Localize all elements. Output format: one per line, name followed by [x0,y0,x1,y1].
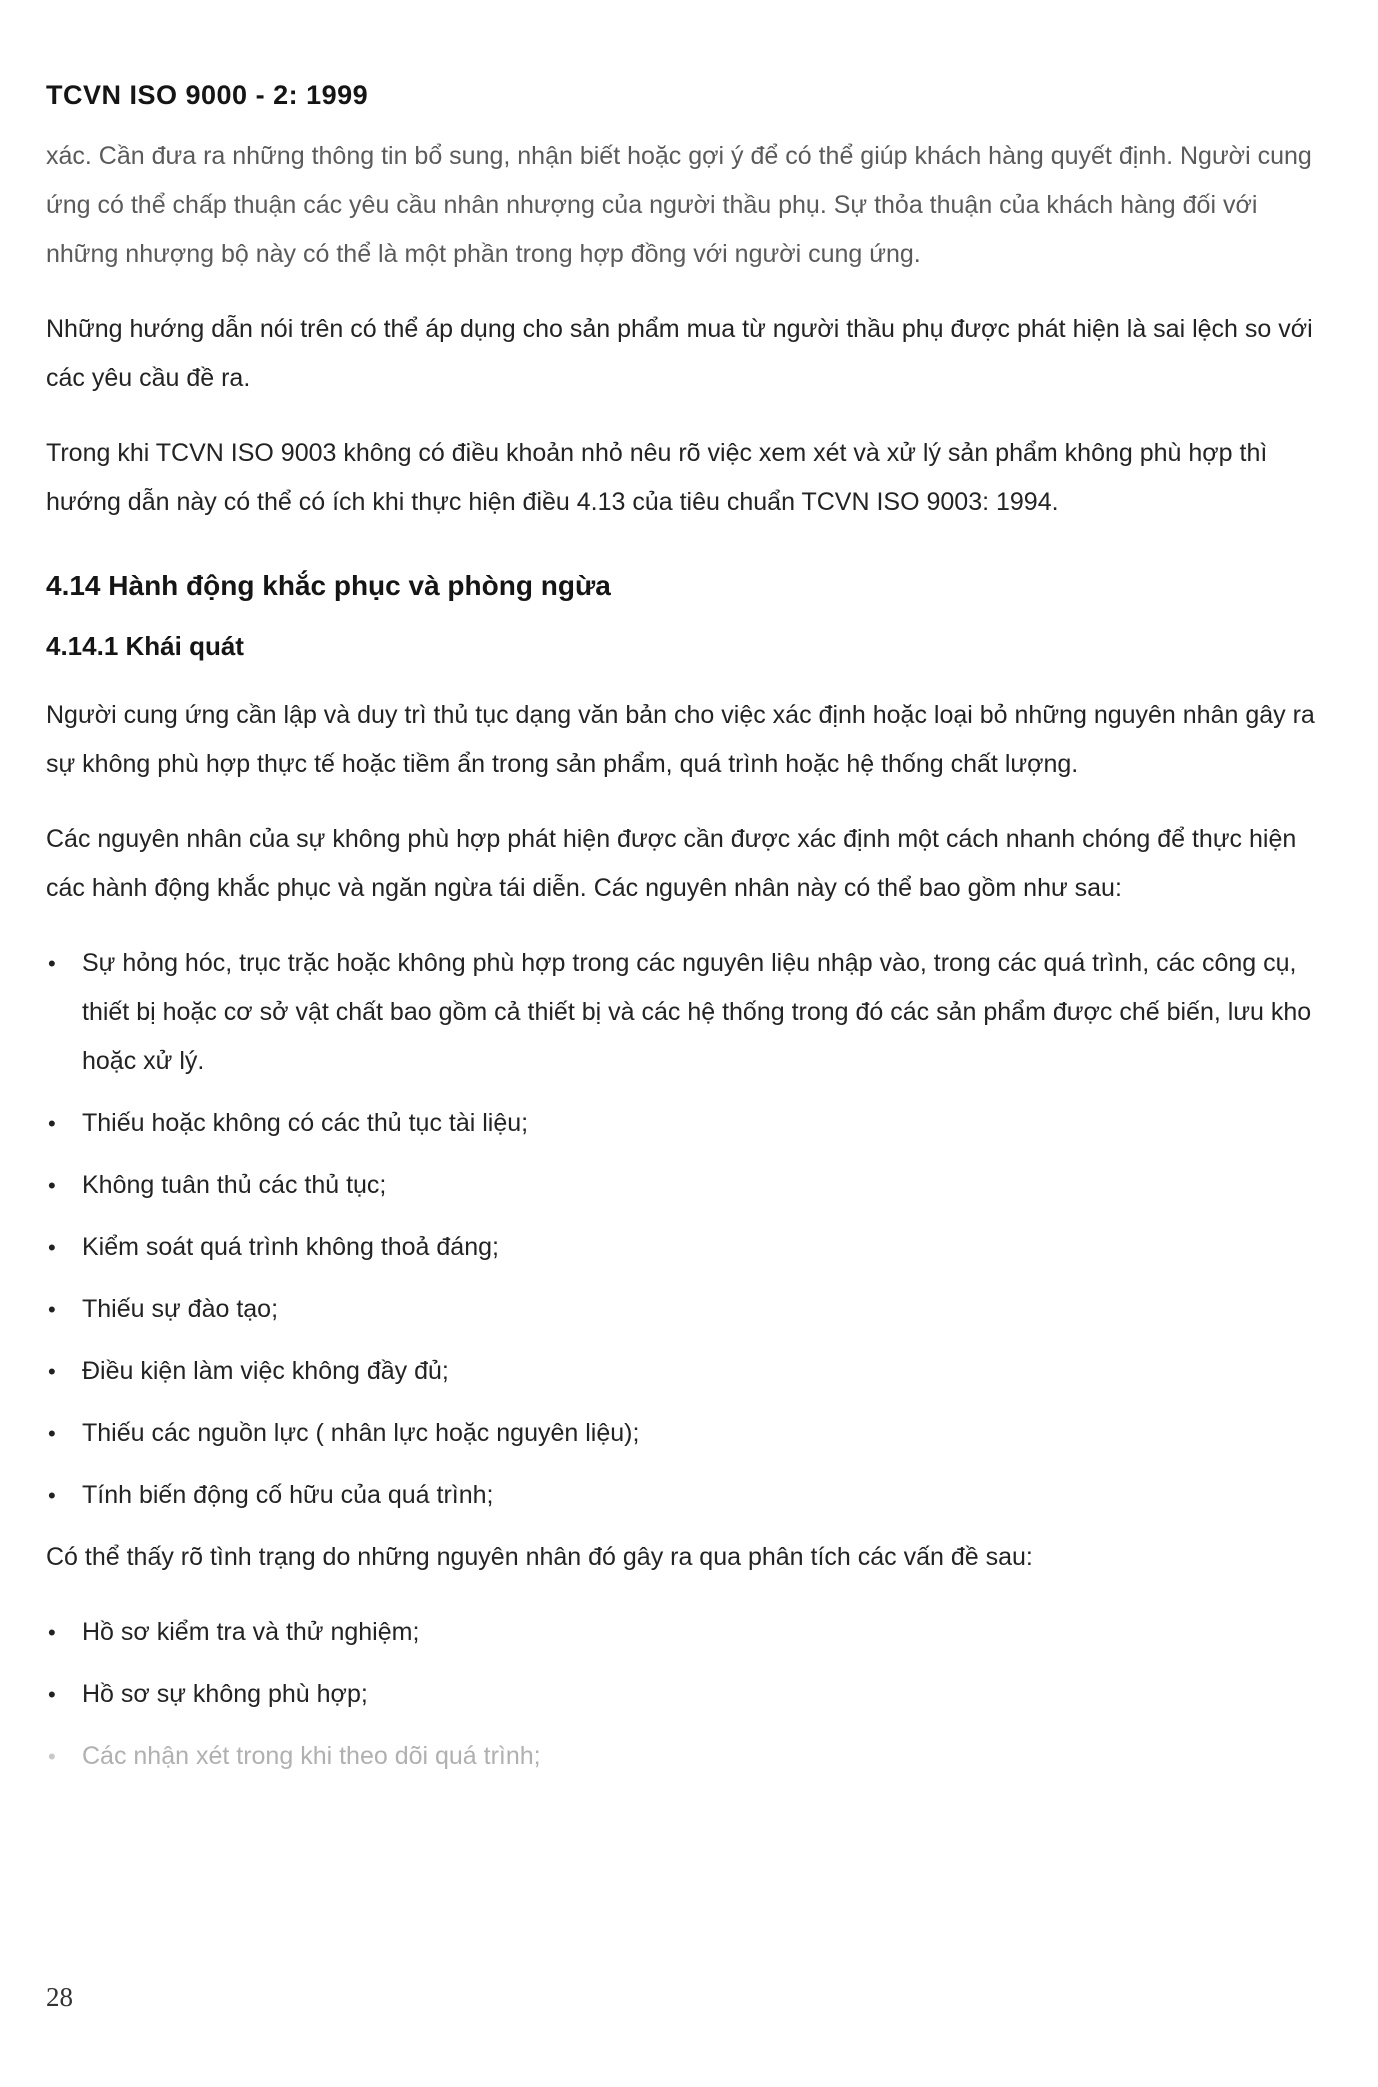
bullet-icon: • [48,1744,56,1769]
list-item: • Tính biến động cố hữu của quá trình; [46,1471,1316,1520]
list-item: • Thiếu hoặc không có các thủ tục tài liệu; [46,1099,1316,1148]
subsection-heading: 4.14.1 Khái quát [46,631,244,661]
bullet-icon: • [48,1483,56,1508]
section-paragraph-1: Người cung ứng cần lập và duy trì thủ tục dạng văn bản cho việc xác định hoặc loại bỏ những nguyên nhân gây ra sự không phù hợp thực tế hoặc tiềm ẩn trong sản phẩm, quá trình hoặc hệ thống chất lượng. [46,701,1315,778]
list-item: • Thiếu các nguồn lực ( nhân lực hoặc nguyên liệu); [46,1409,1316,1458]
list-item: • Sự hỏng hóc, trục trặc hoặc không phù hợp trong các nguyên liệu nhập vào, trong các quá trình, các công cụ, thiết bị hoặc cơ sở vật chất bao gồm cả thiết bị và các hệ thống trong đó các sản phẩm được chế biến, lưu kho hoặc xử lý. [46,939,1316,1086]
list-item: • Hồ sơ sự không phù hợp; [46,1670,1316,1719]
analysis-list [46,1608,1316,1781]
section-heading: 4.14 Hành động khắc phục và phòng ngừa [46,570,611,601]
bullet-icon: • [48,1682,56,1707]
bullet-icon: • [48,1111,56,1136]
intro-paragraph-2: Những hướng dẫn nói trên có thể áp dụng cho sản phẩm mua từ người thầu phụ được phát hiện là sai lệch so với các yêu cầu đề ra. [46,315,1313,392]
intro-paragraph-3: Trong khi TCVN ISO 9003 không có điều khoản nhỏ nêu rõ việc xem xét và xử lý sản phẩm không phù hợp thì hướng dẫn này có thể có ích khi thực hiện điều 4.13 của tiêu chuẩn TCVN ISO 9003: 1994. [46,439,1268,516]
bullet-icon: • [48,1620,56,1645]
bullet-icon: • [48,1359,56,1384]
running-header: TCVN ISO 9000 - 2: 1999 [46,80,369,110]
bullet-icon: • [48,1421,56,1446]
bullet-icon: • [48,1235,56,1260]
bullet-icon: • [48,951,56,976]
list-item: • Các nhận xét trong khi theo dõi quá trình; [46,1732,1316,1781]
list-item: • Hồ sơ kiểm tra và thử nghiệm; [46,1608,1316,1657]
list-item: • Thiếu sự đào tạo; [46,1285,1316,1334]
list-item: • Không tuân thủ các thủ tục; [46,1161,1316,1210]
section-paragraph-3: Có thể thấy rõ tình trạng do những nguyên nhân đó gây ra qua phân tích các vấn đề sau: [46,1543,1033,1571]
intro-paragraph-1: xác. Cần đưa ra những thông tin bổ sung, nhận biết hoặc gợi ý để có thể giúp khách hàng quyết định. Người cung ứng có thể chấp thuận các yêu cầu nhân nhượng của người thầu phụ. Sự thỏa thuận của khách hàng đối với những nhượng bộ này có thể là một phần trong hợp đồng với người cung ứng. [46,142,1312,268]
list-item: • Điều kiện làm việc không đầy đủ; [46,1347,1316,1396]
bullet-icon: • [48,1297,56,1322]
causes-list [46,939,1316,1520]
list-item: • Kiểm soát quá trình không thoả đáng; [46,1223,1316,1272]
page-number: 28 [46,1982,73,2012]
page-body [46,132,1316,1794]
bullet-icon: • [48,1173,56,1198]
section-paragraph-2: Các nguyên nhân của sự không phù hợp phát hiện được cần được xác định một cách nhanh chóng để thực hiện các hành động khắc phục và ngăn ngừa tái diễn. Các nguyên nhân này có thể bao gồm như sau: [46,825,1297,902]
